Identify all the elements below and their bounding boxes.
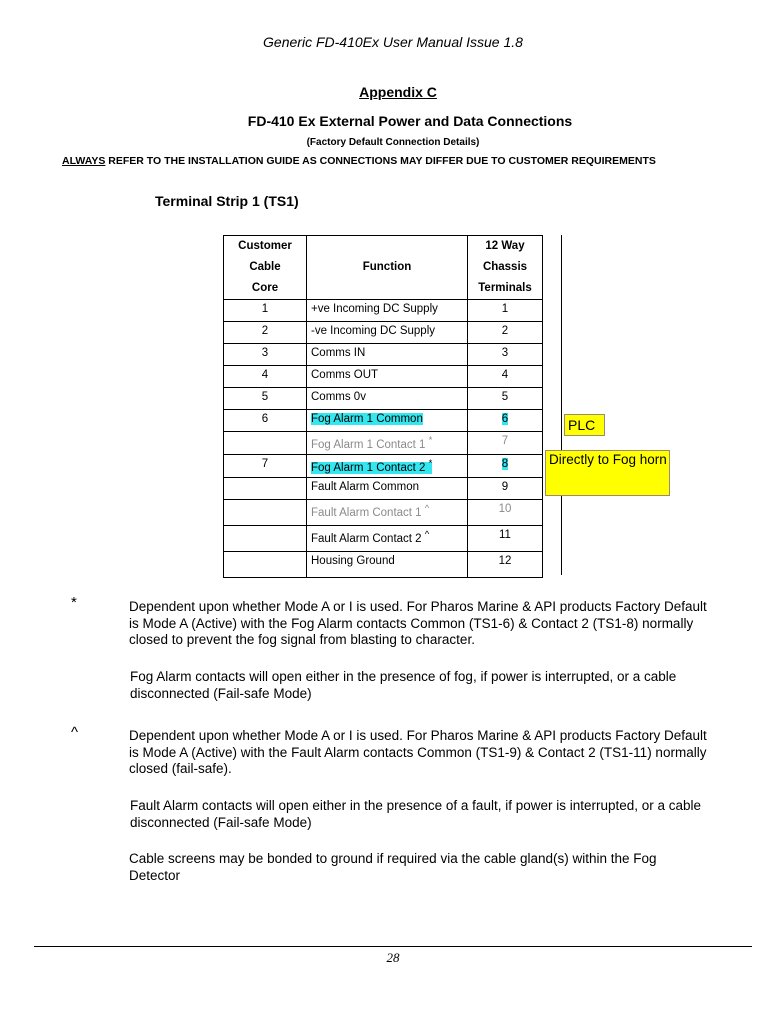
warning-emphasis: ALWAYS [62, 155, 106, 167]
table-row [224, 432, 543, 455]
fault-alarm-note-paragraph: Fault Alarm contacts will open either in the presence of a fault, if power is interrupted, or a cable disconnected (Fail-safe Mode) [130, 798, 702, 830]
plc-callout: PLC [564, 414, 605, 436]
installation-warning [62, 155, 656, 167]
terminal-cell: 9 [468, 477, 543, 499]
terminal-table [223, 235, 543, 578]
footnote-mark: * [428, 457, 433, 469]
asterisk-note-paragraph: Dependent upon whether Mode A or I is used. For Pharos Marine & API products Factory Default is Mode A (Active) with the Fog Alarm contacts Common (TS1-6) & Contact 2 (TS1-8) normally closed to prevent the fog signal from blasting to character. [129, 599, 707, 647]
appendix-heading: Appendix C [359, 84, 437, 100]
function-cell: -ve Incoming DC Supply [307, 322, 468, 344]
core-cell: 2 [224, 322, 307, 344]
function-cell [307, 410, 468, 432]
header-terminals-text: 12 Way Chassis Terminals [478, 240, 532, 294]
table-row [224, 388, 543, 410]
header-function-text: Function [362, 261, 412, 273]
footnote-mark: ^ [424, 502, 430, 514]
warning-text: REFER TO THE INSTALLATION GUIDE AS CONNECTIONS MAY DIFFER DUE TO CUSTOMER REQUIREMENTS [105, 155, 656, 167]
function-cell [307, 432, 468, 455]
highlighted-terminal: 6 [501, 413, 509, 425]
core-cell: 3 [224, 344, 307, 366]
terminal-cell: 11 [468, 525, 543, 551]
terminal-cell: 3 [468, 344, 543, 366]
function-cell: Comms 0v [307, 388, 468, 410]
document-header: Generic FD-410Ex User Manual Issue 1.8 [263, 34, 523, 50]
function-cell [307, 499, 468, 525]
table-row [224, 525, 543, 551]
terminal-cell [468, 454, 543, 477]
header-cable-core [224, 236, 307, 300]
header-cable-core-text: Customer Cable Core [238, 240, 292, 294]
table-row [224, 300, 543, 322]
header-function [307, 236, 468, 300]
core-cell [224, 499, 307, 525]
terminal-cell: 4 [468, 366, 543, 388]
function-text: Fog Alarm 1 Contact 1 [311, 438, 426, 451]
fog-alarm-note-paragraph: Fog Alarm contacts will open either in the presence of fog, if power is interrupted, or a cable disconnected (Fail-safe Mode) [130, 669, 677, 701]
page-subtitle: (Factory Default Connection Details) [306, 137, 480, 148]
core-cell: 7 [224, 454, 307, 477]
core-cell: 5 [224, 388, 307, 410]
function-cell: +ve Incoming DC Supply [307, 300, 468, 322]
core-cell: 4 [224, 366, 307, 388]
table-row [224, 322, 543, 344]
function-cell: Comms IN [307, 344, 468, 366]
core-cell [224, 525, 307, 551]
core-cell: 6 [224, 410, 307, 432]
function-text: Fog Alarm 1 Contact 2 [311, 461, 426, 474]
table-row [224, 344, 543, 366]
footnote-mark: * [428, 435, 433, 446]
core-cell: 1 [224, 300, 307, 322]
terminal-cell: 7 [468, 432, 543, 455]
footer-divider [34, 946, 752, 947]
fog-horn-callout: Directly to Fog horn [545, 450, 670, 496]
connection-divider [561, 235, 562, 575]
table-row [224, 499, 543, 525]
function-cell: Fault Alarm Common [307, 477, 468, 499]
terminal-cell: 12 [468, 551, 543, 577]
cable-screens-note: Cable screens may be bonded to ground if required via the cable gland(s) within the Fog Detector [129, 851, 657, 883]
terminal-cell: 5 [468, 388, 543, 410]
core-cell [224, 432, 307, 455]
table-row [224, 366, 543, 388]
table-row [224, 551, 543, 577]
function-cell [307, 525, 468, 551]
table-row [224, 454, 543, 477]
page-number: 28 [386, 950, 400, 965]
function-cell [307, 454, 468, 477]
caret-note-paragraph: Dependent upon whether Mode A or I is used. For Pharos Marine & API products Factory Default is Mode A (Active) with the Fault Alarm contacts Common (TS1-9) & Contact 2 (TS1-11) normally closed (fail-safe). [129, 728, 707, 776]
highlighted-function [311, 457, 433, 474]
asterisk-footnote-mark: * [71, 594, 77, 611]
terminal-cell: 1 [468, 300, 543, 322]
terminal-strip-title: Terminal Strip 1 (TS1) [155, 193, 299, 209]
page-title: FD-410 Ex External Power and Data Connections [247, 113, 573, 129]
table-row [224, 477, 543, 499]
core-cell [224, 551, 307, 577]
terminal-cell: 10 [468, 499, 543, 525]
highlighted-terminal: 8 [501, 457, 509, 470]
footnote-mark: ^ [424, 528, 430, 540]
function-cell: Housing Ground [307, 551, 468, 577]
function-text: Fault Alarm Contact 1 [311, 506, 422, 519]
table-row [224, 410, 543, 432]
terminal-cell [468, 410, 543, 432]
function-cell: Comms OUT [307, 366, 468, 388]
highlighted-function: Fog Alarm 1 Common [311, 413, 423, 425]
function-text: Fault Alarm Contact 2 [311, 532, 422, 545]
terminal-cell: 2 [468, 322, 543, 344]
header-terminals [468, 236, 543, 300]
caret-footnote-mark: ^ [71, 724, 79, 741]
core-cell [224, 477, 307, 499]
